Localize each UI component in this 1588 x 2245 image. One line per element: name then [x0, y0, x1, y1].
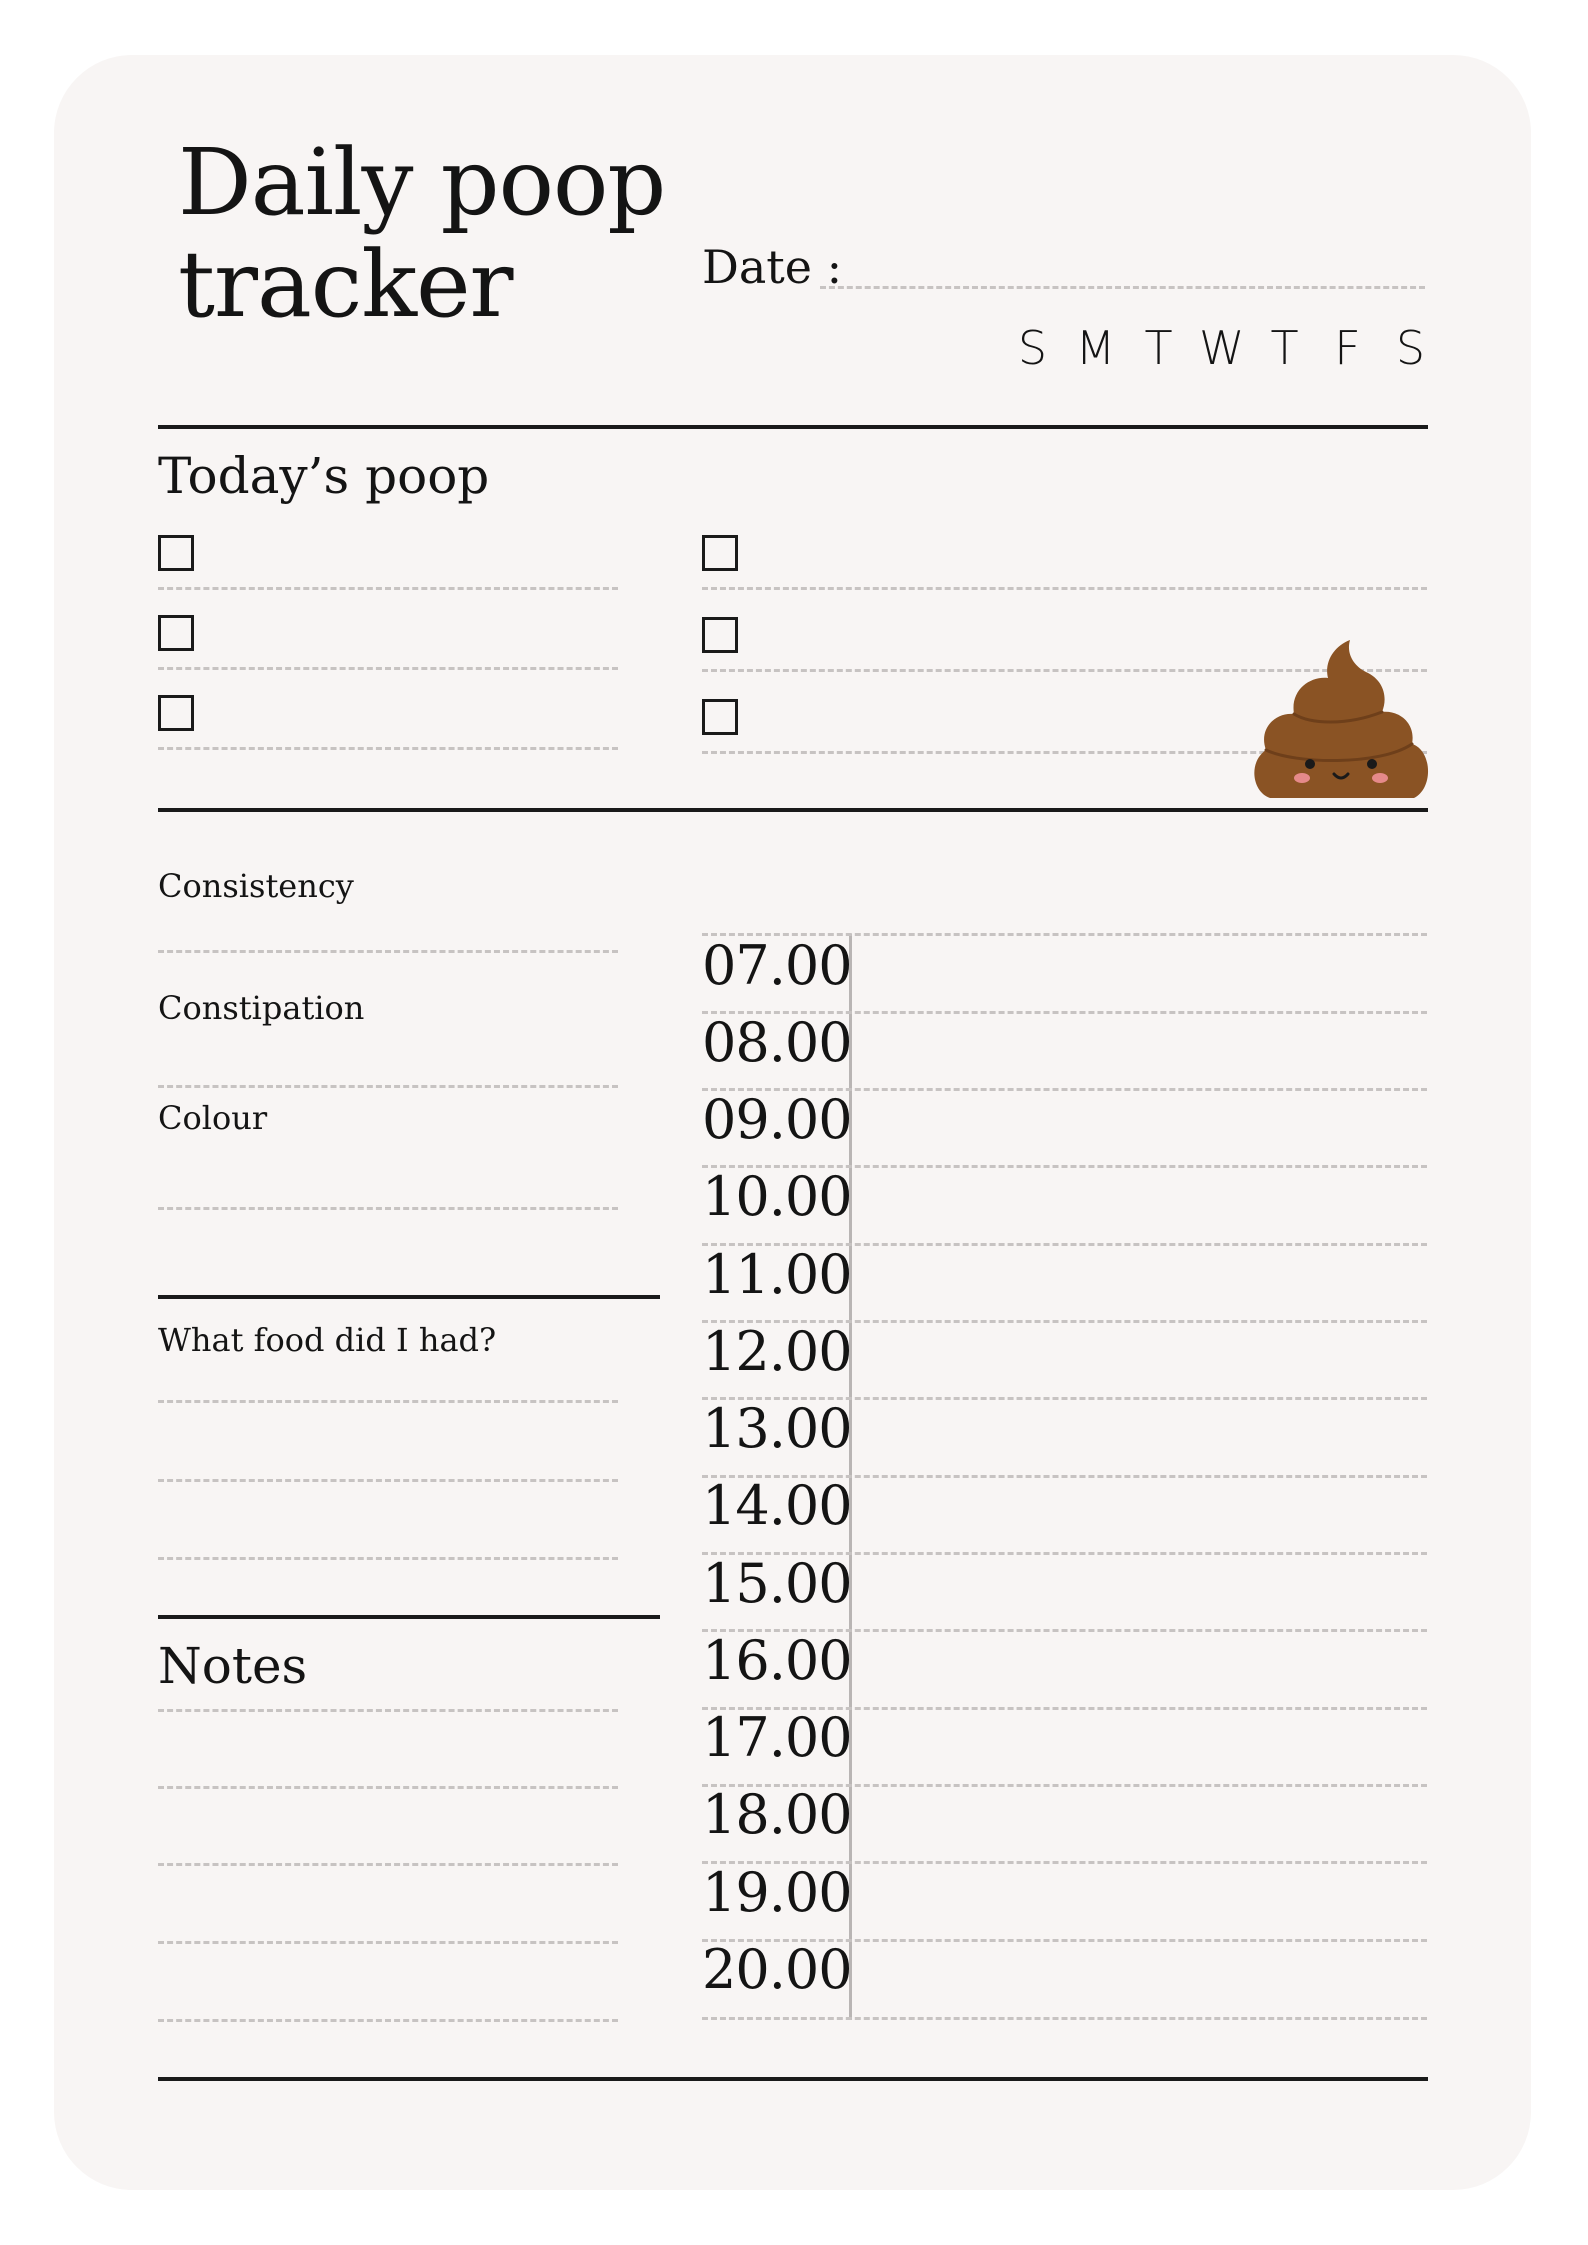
schedule-line-1500[interactable]: [702, 1629, 1427, 1632]
divider-top: [158, 425, 1428, 429]
poop-line-4[interactable]: [702, 587, 1427, 590]
date-input-line[interactable]: [820, 286, 1425, 289]
time-label-1500: 15.00: [702, 1552, 852, 1615]
colour-line[interactable]: [158, 1207, 618, 1210]
divider-food: [158, 1295, 660, 1299]
time-label-0800: 08.00: [702, 1011, 852, 1074]
title-line-2: tracker: [178, 231, 513, 338]
schedule-line-1700[interactable]: [702, 1784, 1427, 1787]
consistency-line[interactable]: [158, 950, 618, 953]
poop-checkbox-6[interactable]: [702, 699, 738, 735]
schedule-line-1100[interactable]: [702, 1320, 1427, 1323]
poop-emoji-eye-left: [1305, 759, 1315, 769]
time-label-1800: 18.00: [702, 1783, 852, 1846]
todays-poop-heading: Today’s poop: [158, 447, 490, 505]
time-label-2000: 20.00: [702, 1938, 852, 2001]
constipation-line[interactable]: [158, 1085, 618, 1088]
poop-checkbox-5[interactable]: [702, 617, 738, 653]
notes-line-1[interactable]: [158, 1709, 618, 1712]
schedule-line-0900[interactable]: [702, 1165, 1427, 1168]
time-label-1000: 10.00: [702, 1165, 852, 1228]
notes-line-3[interactable]: [158, 1863, 618, 1866]
weekday-saturday[interactable]: S: [1395, 321, 1426, 375]
weekday-selector: [1010, 318, 1433, 378]
colour-label: Colour: [158, 1099, 268, 1137]
poop-emoji-body: [1254, 640, 1428, 798]
poop-line-1[interactable]: [158, 587, 618, 590]
consistency-label: Consistency: [158, 867, 354, 905]
food-label: What food did I had?: [158, 1321, 497, 1359]
poop-checkbox-1[interactable]: [158, 535, 194, 571]
weekday-monday[interactable]: M: [1075, 321, 1116, 375]
notes-heading: Notes: [158, 1637, 308, 1695]
food-line-1[interactable]: [158, 1400, 618, 1403]
poop-emoji-cheek-left: [1294, 773, 1310, 783]
poop-emoji-eye-right: [1367, 759, 1377, 769]
notes-line-4[interactable]: [158, 1941, 618, 1944]
time-label-0900: 09.00: [702, 1088, 852, 1151]
time-label-1300: 13.00: [702, 1397, 852, 1460]
divider-bottom: [158, 2077, 1428, 2081]
poop-line-3[interactable]: [158, 747, 618, 750]
poop-emoji-icon: [1250, 632, 1432, 804]
time-label-1100: 11.00: [702, 1243, 852, 1306]
time-label-1900: 19.00: [702, 1861, 852, 1924]
poop-line-2[interactable]: [158, 667, 618, 670]
schedule-line-1200[interactable]: [702, 1397, 1427, 1400]
time-label-1400: 14.00: [702, 1474, 852, 1537]
notes-line-2[interactable]: [158, 1786, 618, 1789]
schedule-line-1900[interactable]: [702, 1939, 1427, 1942]
weekday-friday[interactable]: F: [1334, 321, 1361, 375]
schedule-line-0800[interactable]: [702, 1088, 1427, 1091]
weekday-thursday[interactable]: T: [1270, 321, 1299, 375]
time-label-1700: 17.00: [702, 1706, 852, 1769]
poop-checkbox-3[interactable]: [158, 695, 194, 731]
schedule-line-1000[interactable]: [702, 1243, 1427, 1246]
page-title: [178, 129, 666, 338]
schedule-line-1800[interactable]: [702, 1861, 1427, 1864]
constipation-label: Constipation: [158, 989, 365, 1027]
poop-checkbox-2[interactable]: [158, 615, 194, 651]
poop-checkbox-4[interactable]: [702, 535, 738, 571]
time-label-0700: 07.00: [702, 934, 852, 997]
food-line-3[interactable]: [158, 1557, 618, 1560]
schedule-line-1300[interactable]: [702, 1475, 1427, 1478]
poop-emoji-cheek-right: [1372, 773, 1388, 783]
divider-notes: [158, 1615, 660, 1619]
schedule-line-top[interactable]: [702, 933, 1427, 936]
time-label-1200: 12.00: [702, 1320, 852, 1383]
weekday-tuesday[interactable]: T: [1144, 321, 1173, 375]
time-label-1600: 16.00: [702, 1629, 852, 1692]
notes-line-5[interactable]: [158, 2019, 618, 2022]
date-label: Date :: [702, 240, 843, 294]
schedule-line-1400[interactable]: [702, 1552, 1427, 1555]
weekday-sunday[interactable]: S: [1017, 321, 1048, 375]
food-line-2[interactable]: [158, 1479, 618, 1482]
schedule-line-2000[interactable]: [702, 2017, 1427, 2020]
weekday-wednesday[interactable]: W: [1199, 321, 1245, 375]
divider-middle: [158, 808, 1428, 812]
schedule-line-1600[interactable]: [702, 1707, 1427, 1710]
schedule-line-0700[interactable]: [702, 1011, 1427, 1014]
title-line-1: Daily poop: [178, 129, 666, 236]
